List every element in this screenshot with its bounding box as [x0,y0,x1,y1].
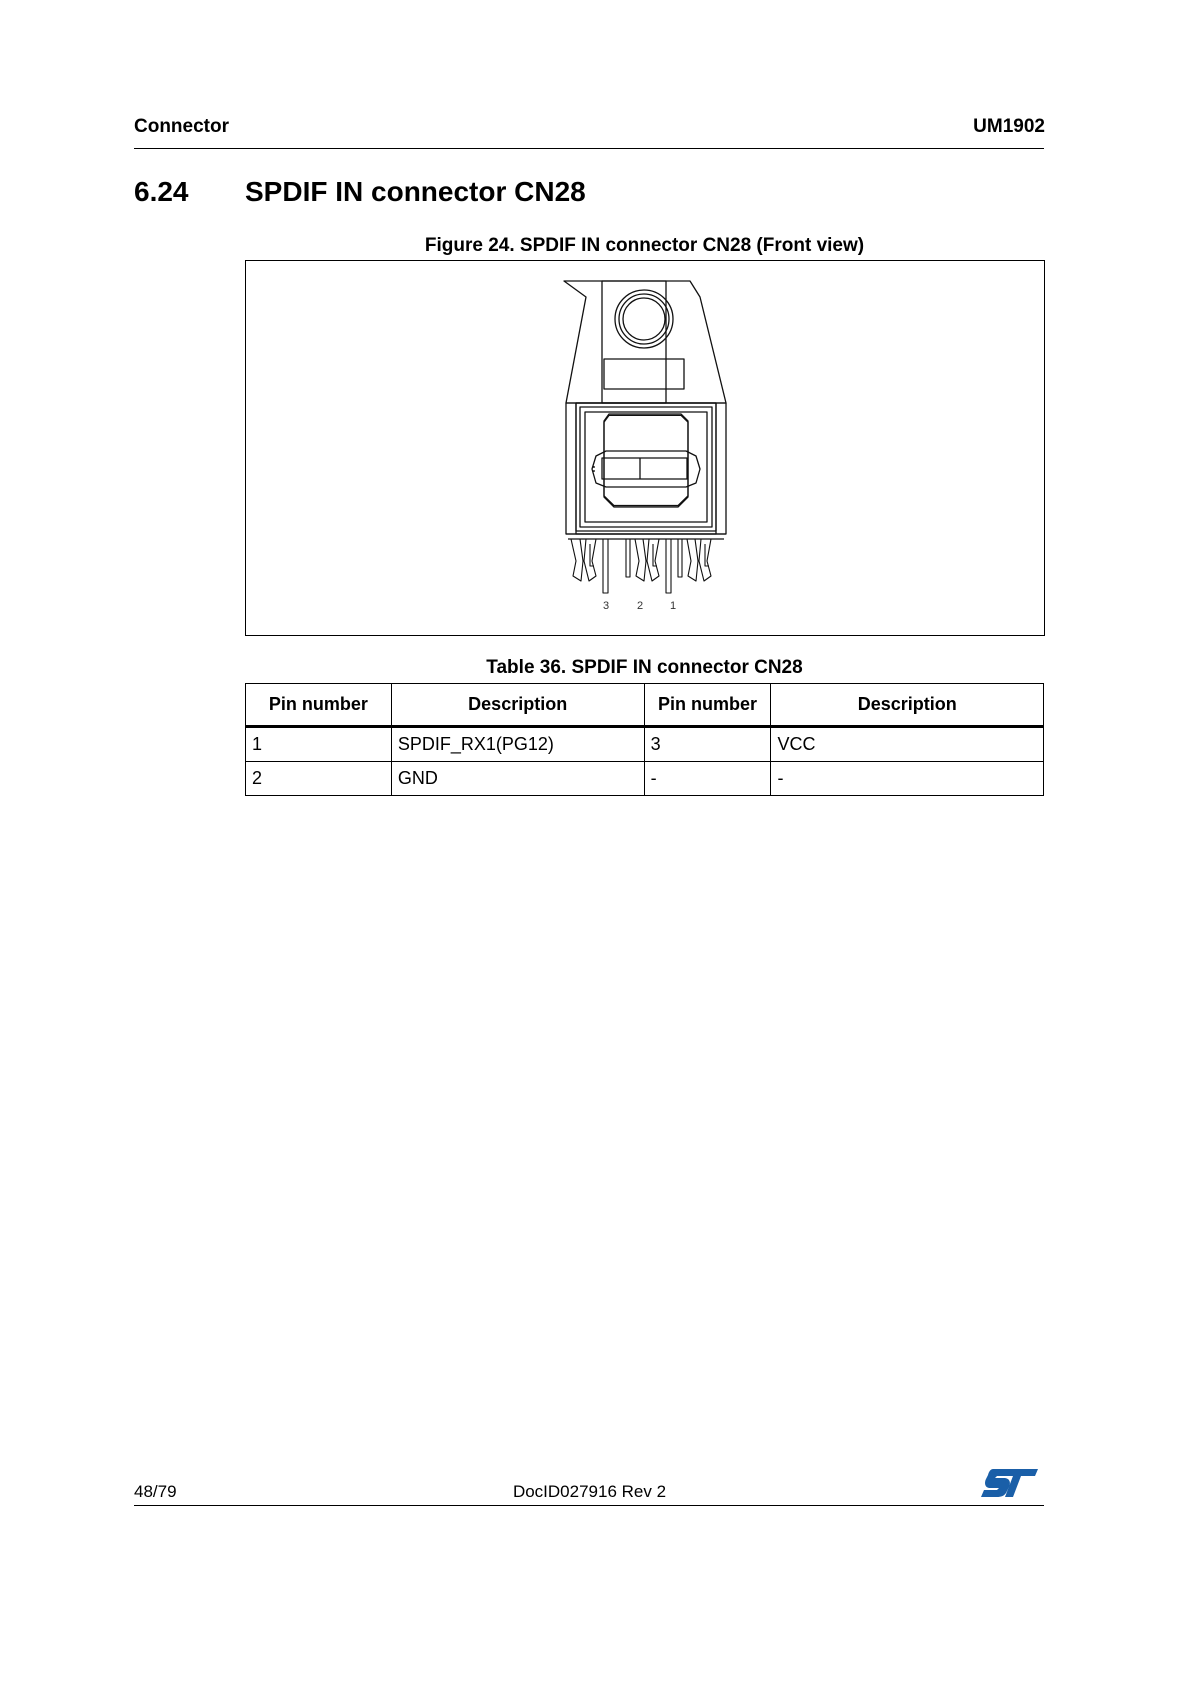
section-title: SPDIF IN connector CN28 [245,176,586,207]
table-cell: 1 [246,727,392,762]
table-header-row [246,684,1044,727]
connector-drawing [246,261,1044,635]
header-rule [134,148,1044,149]
pin-table [245,683,1044,796]
table-cell: 3 [644,727,771,762]
col-header-description-1: Description [391,684,644,727]
page-number: 48/79 [134,1482,177,1501]
table-cell: 2 [246,762,392,796]
table-row [246,727,1044,762]
pin-label-2: 2 [637,600,644,612]
table-cell: VCC [771,727,1044,762]
table-cell: - [644,762,771,796]
st-logo-icon [980,1466,1040,1500]
pin-label-3: 3 [603,600,610,612]
table-cell: SPDIF_RX1(PG12) [391,727,644,762]
table-cell: GND [391,762,644,796]
col-header-description-2: Description [771,684,1044,727]
table-row [246,762,1044,796]
footer-rule [134,1505,1044,1506]
connector-figure [245,260,1045,636]
table-caption: Table 36. SPDIF IN connector CN28 [486,657,803,678]
table-cell: - [771,762,1044,796]
figure-caption: Figure 24. SPDIF IN connector CN28 (Front view) [424,235,865,256]
running-header-doc: UM1902 [973,116,1045,137]
section-number: 6.24 [134,176,189,207]
pin-label-1: 1 [670,600,677,612]
col-header-pin-number-2: Pin number [644,684,771,727]
doc-id: DocID027916 Rev 2 [512,1482,667,1501]
col-header-pin-number-1: Pin number [246,684,392,727]
running-header-section: Connector [134,116,229,137]
